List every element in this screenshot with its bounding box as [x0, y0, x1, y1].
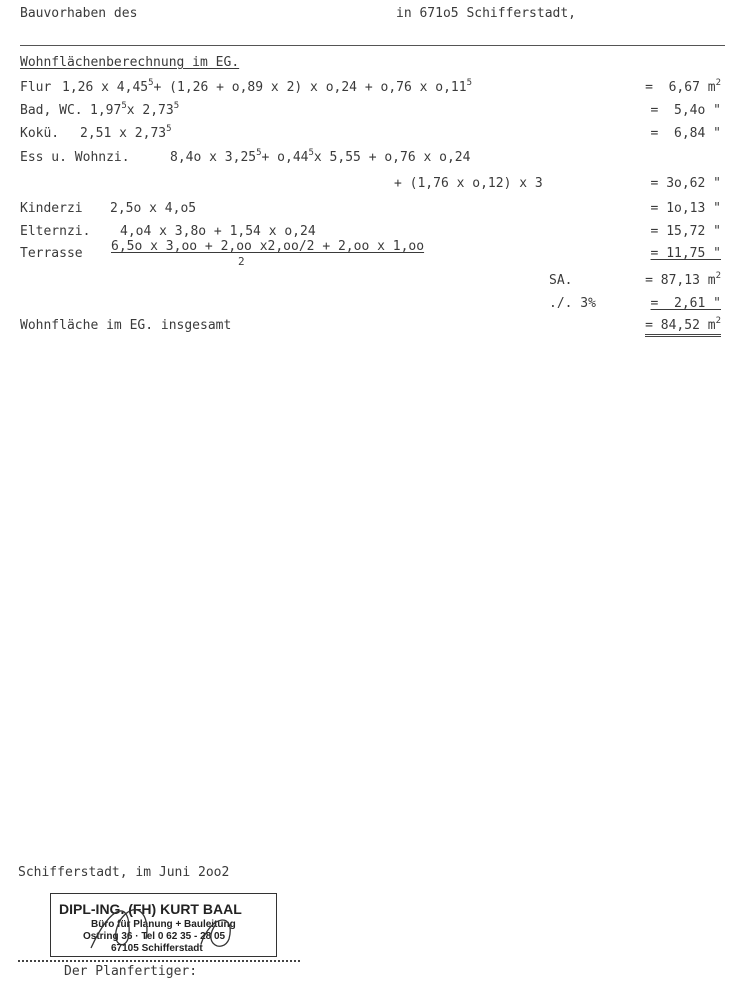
sum-value: = 87,13 $m^2$	[645, 271, 721, 288]
row-formula: 1,97$^5$x 2,73$^5$	[90, 101, 180, 118]
row-result: = 11,75 "	[650, 246, 721, 261]
section-title: Wohnflächenberechnung im EG.	[20, 55, 240, 70]
row-result: = 3o,62 "	[650, 176, 721, 191]
sum-label: SA.	[549, 273, 573, 288]
total-value	[645, 318, 721, 334]
row-result: = 15,72 "	[650, 224, 721, 239]
row-formula: 1,26 x $4,45^5+ (1,26 + o,89$ x 2) x o,24 + o,76 x $o,11^5$	[62, 78, 473, 95]
terrasse-divisor: 2	[238, 255, 245, 268]
signature-line	[18, 960, 300, 962]
stamp-line-2: Büro für Planung + Bauleitung	[91, 919, 236, 930]
stamp-line-4: 67105 Schifferstadt	[111, 943, 203, 954]
stamp-line-1: DIPL-ING. (FH) KURT BAAL	[59, 901, 242, 917]
row-room: Bad, WC.	[20, 103, 83, 118]
architect-stamp	[50, 893, 277, 957]
row-formula: 8,4o x $3,25^5+ o,44^5x$ 5,55 + o,76 x o,24	[170, 148, 471, 165]
row-room: Kokü.	[20, 126, 60, 141]
row-result: = 5,4o "	[650, 103, 721, 118]
deduction-value: = 2,61 "	[650, 296, 721, 311]
row-formula-continued: + (1,76 x o,12) x 3	[394, 176, 543, 191]
row-formula: 2,5o x 4,o5	[110, 201, 197, 216]
row-formula: 2,51 x 2,73$^5$	[80, 124, 172, 141]
row-result: = 6,67 $m^2$	[645, 78, 721, 95]
terrasse-numerator: 6,5o x 3,oo + 2,oo x2,oo/2 + 2,oo x 1,oo	[111, 239, 425, 254]
project-label: Bauvorhaben des	[20, 6, 138, 21]
header-rule	[20, 45, 725, 46]
row-result: = 6,84 "	[650, 126, 721, 141]
project-location: in 671o5 Schifferstadt,	[396, 6, 577, 21]
row-room: Ess u. Wohnzi.	[20, 150, 130, 165]
signer-label: Der Planfertiger:	[64, 964, 198, 979]
stamp-line-3: Ostring 36 · Tel 0 62 35 - 28 05	[83, 931, 226, 942]
row-room: Flur	[20, 80, 52, 95]
row-formula: 4,o4 x 3,8o + 1,54 x o,24	[120, 224, 316, 239]
place-date: Schifferstadt, im Juni 2oo2	[18, 865, 230, 880]
total-label: Wohnfläche im EG. insgesamt	[20, 318, 232, 333]
row-room: Elternzi.	[20, 224, 91, 239]
deduction-label: ./. 3%	[549, 296, 596, 311]
row-result: = 1o,13 "	[650, 201, 721, 216]
signature-scribble	[51, 894, 276, 956]
row-room: Terrasse	[20, 246, 83, 261]
row-room: Kinderzi	[20, 201, 83, 216]
total-value-text: = 84,52 $m^2$	[645, 318, 721, 337]
